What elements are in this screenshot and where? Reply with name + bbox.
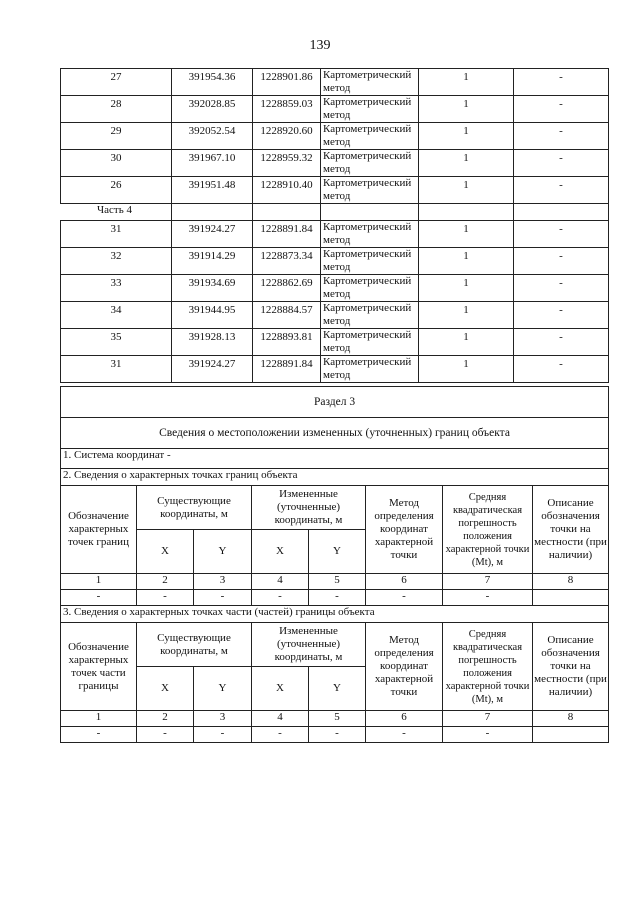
column-number: 7 (443, 574, 533, 590)
section-subheading: Сведения о местоположении измененных (уточненных) границ объекта (61, 418, 609, 449)
header-accuracy: Средняя квадратическая погрешность положения характерной точки (Mt), м (443, 623, 533, 711)
coord-y: 1228873.34 (253, 248, 321, 275)
table-row (61, 96, 609, 123)
description-cell: - (514, 177, 609, 204)
empty-value: - (61, 590, 137, 606)
empty-value: - (252, 727, 309, 743)
table-row (61, 248, 609, 275)
empty-value: - (252, 590, 309, 606)
coord-x: 391967.10 (172, 150, 253, 177)
method-cell: Картометрический метод (321, 275, 419, 302)
accuracy-cell: 1 (419, 329, 514, 356)
coord-y: 1228884.57 (253, 302, 321, 329)
empty-row (61, 590, 609, 606)
point-number: 26 (61, 177, 172, 204)
coord-y: 1228910.40 (253, 177, 321, 204)
header-changed-coords: Измененные (уточненные) координаты, м (252, 623, 366, 667)
header-existing-coords: Существующие координаты, м (137, 486, 252, 530)
part-points-title: 3. Сведения о характерных точках части (частей) границы объекта (61, 606, 609, 623)
coord-y: 1228959.32 (253, 150, 321, 177)
method-cell: Картометрический метод (321, 221, 419, 248)
column-number: 4 (252, 711, 309, 727)
coord-x: 391951.48 (172, 177, 253, 204)
coord-y: 1228891.84 (253, 221, 321, 248)
table-row (61, 123, 609, 150)
coordinates-table (60, 68, 609, 383)
accuracy-cell: 1 (419, 177, 514, 204)
column-number: 1 (61, 711, 137, 727)
method-cell: Картометрический метод (321, 123, 419, 150)
method-cell: Картометрический метод (321, 302, 419, 329)
header-changed-coords: Измененные (уточненные) координаты, м (252, 486, 366, 530)
column-number: 5 (309, 711, 366, 727)
table-row (61, 177, 609, 204)
header-method: Метод определения координат характерной точки (366, 623, 443, 711)
table-row (61, 356, 609, 383)
point-number: 35 (61, 329, 172, 356)
empty-cell (419, 204, 514, 221)
point-number: 29 (61, 123, 172, 150)
empty-value: - (443, 727, 533, 743)
coord-x: 391924.27 (172, 356, 253, 383)
column-numbers-row (61, 711, 609, 727)
column-number: 8 (533, 574, 609, 590)
empty-cell (321, 204, 419, 221)
section-heading: Раздел 3 (61, 387, 609, 418)
description-cell: - (514, 123, 609, 150)
empty-value (533, 590, 609, 606)
coord-y: 1228901.86 (253, 69, 321, 96)
description-cell: - (514, 302, 609, 329)
accuracy-cell: 1 (419, 275, 514, 302)
accuracy-cell: 1 (419, 69, 514, 96)
description-cell: - (514, 69, 609, 96)
coord-x: 391928.13 (172, 329, 253, 356)
empty-value (533, 727, 609, 743)
accuracy-cell: 1 (419, 248, 514, 275)
method-cell: Картометрический метод (321, 150, 419, 177)
description-cell: - (514, 150, 609, 177)
column-number: 4 (252, 574, 309, 590)
header-point-designation-part: Обозначение характерных точек части границы (61, 623, 137, 711)
header-accuracy: Средняя квадратическая погрешность положения характерной точки (Mt), м (443, 486, 533, 574)
table-row (61, 150, 609, 177)
column-number: 2 (137, 711, 194, 727)
empty-value: - (194, 590, 252, 606)
header-description: Описание обозначения точки на местности (при наличии) (533, 623, 609, 711)
column-number: 7 (443, 711, 533, 727)
accuracy-cell: 1 (419, 150, 514, 177)
empty-value: - (366, 590, 443, 606)
header-y-existing: Y (194, 667, 252, 711)
coord-y: 1228859.03 (253, 96, 321, 123)
section-3-table (60, 386, 609, 743)
method-cell: Картометрический метод (321, 329, 419, 356)
accuracy-cell: 1 (419, 356, 514, 383)
empty-value: - (443, 590, 533, 606)
header-y-existing: Y (194, 530, 252, 574)
header-description: Описание обозначения точки на местности (при наличии) (533, 486, 609, 574)
point-number: 33 (61, 275, 172, 302)
point-number: 30 (61, 150, 172, 177)
coord-x: 391924.27 (172, 221, 253, 248)
part-label: Часть 4 (61, 204, 172, 221)
coordinate-system: 1. Система координат - (61, 449, 609, 469)
header-x-changed: X (252, 667, 309, 711)
header-x-existing: X (137, 667, 194, 711)
table-row (61, 302, 609, 329)
coord-x: 392052.54 (172, 123, 253, 150)
column-number: 1 (61, 574, 137, 590)
empty-value: - (309, 590, 366, 606)
empty-value: - (137, 727, 194, 743)
description-cell: - (514, 96, 609, 123)
column-number: 8 (533, 711, 609, 727)
column-numbers-row (61, 574, 609, 590)
empty-cell (253, 204, 321, 221)
coord-y: 1228891.84 (253, 356, 321, 383)
coord-y: 1228920.60 (253, 123, 321, 150)
coord-x: 391914.29 (172, 248, 253, 275)
description-cell: - (514, 356, 609, 383)
point-number: 28 (61, 96, 172, 123)
header-x-existing: X (137, 530, 194, 574)
table-row (61, 275, 609, 302)
accuracy-cell: 1 (419, 302, 514, 329)
description-cell: - (514, 329, 609, 356)
empty-value: - (309, 727, 366, 743)
point-number: 27 (61, 69, 172, 96)
method-cell: Картометрический метод (321, 356, 419, 383)
empty-value: - (194, 727, 252, 743)
point-number: 32 (61, 248, 172, 275)
method-cell: Картометрический метод (321, 248, 419, 275)
point-number: 31 (61, 221, 172, 248)
method-cell: Картометрический метод (321, 96, 419, 123)
boundary-points-title: 2. Сведения о характерных точках границ объекта (61, 469, 609, 486)
table-row (61, 329, 609, 356)
table-row (61, 221, 609, 248)
description-cell: - (514, 248, 609, 275)
description-cell: - (514, 275, 609, 302)
header-x-changed: X (252, 530, 309, 574)
page-number: 139 (309, 38, 331, 53)
column-number: 6 (366, 711, 443, 727)
coord-y: 1228862.69 (253, 275, 321, 302)
part-label-row (61, 204, 609, 221)
column-number: 5 (309, 574, 366, 590)
empty-value: - (61, 727, 137, 743)
accuracy-cell: 1 (419, 123, 514, 150)
column-number: 6 (366, 574, 443, 590)
column-number: 3 (194, 711, 252, 727)
description-cell: - (514, 221, 609, 248)
method-cell: Картометрический метод (321, 69, 419, 96)
header-point-designation: Обозначение характерных точек границ (61, 486, 137, 574)
method-cell: Картометрический метод (321, 177, 419, 204)
column-number: 3 (194, 574, 252, 590)
header-existing-coords: Существующие координаты, м (137, 623, 252, 667)
coord-y: 1228893.81 (253, 329, 321, 356)
empty-cell (172, 204, 253, 221)
header-y-changed: Y (309, 530, 366, 574)
coord-x: 392028.85 (172, 96, 253, 123)
point-number: 34 (61, 302, 172, 329)
accuracy-cell: 1 (419, 221, 514, 248)
header-y-changed: Y (309, 667, 366, 711)
coord-x: 391934.69 (172, 275, 253, 302)
accuracy-cell: 1 (419, 96, 514, 123)
table-row (61, 69, 609, 96)
column-number: 2 (137, 574, 194, 590)
coord-x: 391944.95 (172, 302, 253, 329)
point-number: 31 (61, 356, 172, 383)
empty-row (61, 727, 609, 743)
coord-x: 391954.36 (172, 69, 253, 96)
empty-value: - (366, 727, 443, 743)
empty-cell (514, 204, 609, 221)
header-method: Метод определения координат характерной точки (366, 486, 443, 574)
empty-value: - (137, 590, 194, 606)
